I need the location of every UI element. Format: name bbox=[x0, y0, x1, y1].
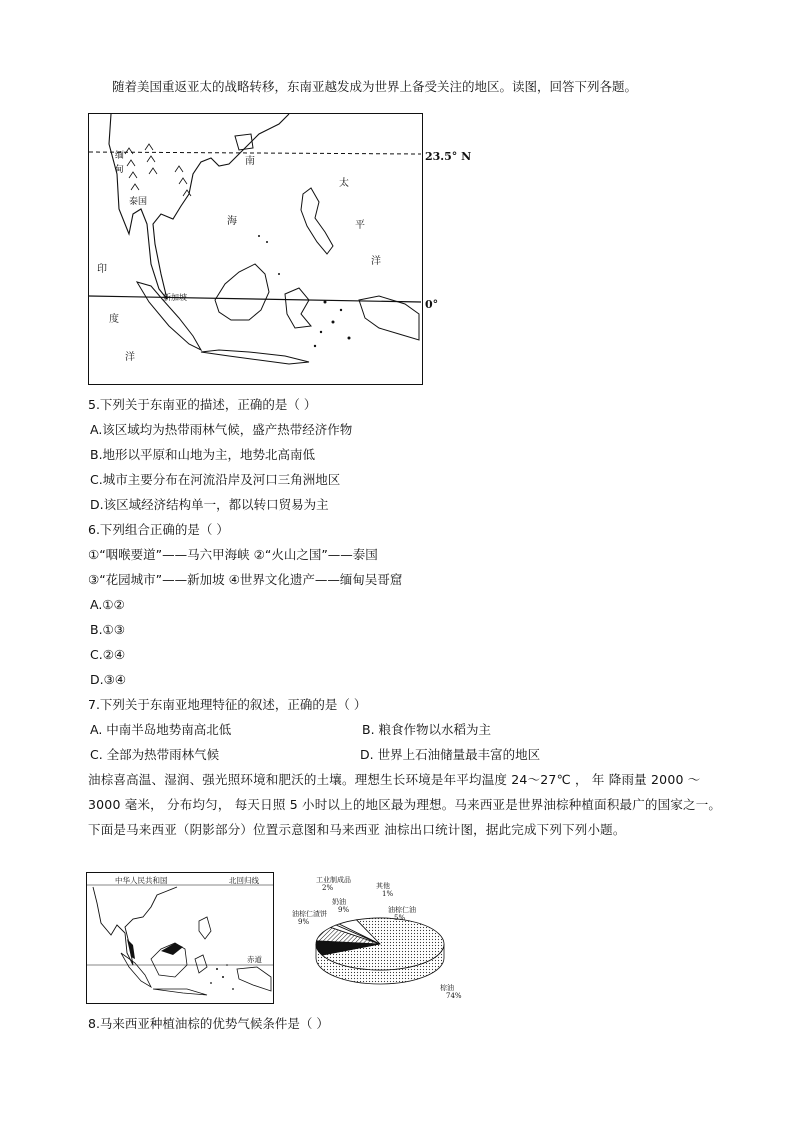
label-indian-3: 洋 bbox=[125, 352, 135, 363]
equator-line bbox=[89, 296, 421, 302]
pie-label-2-1: 9% bbox=[338, 906, 350, 914]
borneo-outline bbox=[215, 264, 269, 320]
intro-text: 随着美国重返亚太的战略转移，东南亚越发成为世界上备受关注的地区。读图，回答下列各题。 bbox=[112, 79, 638, 94]
q6-option-b[interactable]: B.①③ bbox=[90, 622, 125, 637]
label-sea: 海 bbox=[227, 216, 237, 227]
pie-label-1-0: 油棕仁渣饼 bbox=[292, 910, 327, 918]
map2-malaysia-borneo bbox=[161, 943, 183, 955]
map2-label-tropic: 北回归线 bbox=[229, 876, 259, 885]
pie-label-5-1: 5% bbox=[394, 914, 406, 922]
q6-option-c[interactable]: C.②④ bbox=[90, 647, 126, 662]
q7-stem: 7.下列关于东南亚地理特征的叙述，正确的是（ ） bbox=[88, 697, 367, 712]
southeast-asia-map-drawing bbox=[89, 114, 421, 383]
pie-label-0-0: 棕油 bbox=[440, 984, 454, 992]
q6-option-d[interactable]: D.③④ bbox=[90, 672, 127, 687]
new-guinea-outline bbox=[359, 296, 419, 340]
map2-mainland-coast bbox=[93, 887, 177, 965]
q7-option-a[interactable]: A. 中南半岛地势南高北低 bbox=[90, 722, 232, 737]
sulawesi-outline bbox=[285, 288, 311, 328]
oil-palm-passage: 油棕喜高温、湿润、强光照环境和肥沃的土壤。理想生长环境是年平均温度 24～27℃ ， 年 降雨量 2000 ～ 3000 毫米， 分布均匀， 每天日照 5 小时以上的地区最为理想。马来西亚是世界油棕种植面积最广的国家之一。下面是马来西亚（阴影部分）位置示意图和马来西亚 油棕出口统计图，据此完成下列下列小题。 bbox=[88, 772, 722, 837]
q5-stem: 5.下列关于东南亚的描述，正确的是（ ） bbox=[88, 397, 317, 412]
q5-option-a[interactable]: A.该区域均为热带雨林气候，盛产热带经济作物 bbox=[90, 422, 353, 437]
q6-combo-line-1: ①“咽喉要道”——马六甲海峡 ②“火山之国”——泰国 bbox=[88, 547, 378, 562]
q7-option-d[interactable]: D. 世界上石油储量最丰富的地区 bbox=[360, 747, 541, 762]
pie-label-3-1: 2% bbox=[322, 884, 334, 892]
map2-islands bbox=[210, 964, 234, 990]
pie-label-4-0: 其他 bbox=[376, 882, 390, 890]
small-islands bbox=[258, 235, 351, 347]
label-indian-2: 度 bbox=[109, 314, 119, 325]
southeast-asia-map bbox=[88, 113, 423, 385]
q5-option-c[interactable]: C.城市主要分布在河流沿岸及河口三角洲地区 bbox=[90, 472, 341, 487]
equator-label: 0° bbox=[425, 298, 439, 311]
q6-option-a[interactable]: A.①② bbox=[90, 597, 125, 612]
label-south: 南 bbox=[245, 156, 255, 167]
label-pacific-2: 平 bbox=[355, 220, 365, 231]
q8-stem: 8.马来西亚种植油棕的优势气候条件是（ ） bbox=[88, 1016, 329, 1031]
map2-label-china: 中华人民共和国 bbox=[115, 876, 168, 885]
pie-label-2-0: 奶油 bbox=[332, 898, 346, 906]
label-indian-1: 印 bbox=[97, 264, 107, 275]
pie-label-0-1: 74% bbox=[446, 992, 462, 1000]
pie-label-4-1: 1% bbox=[382, 890, 394, 898]
q6-stem: 6.下列组合正确的是（ ） bbox=[88, 522, 229, 537]
label-pacific-1: 太 bbox=[339, 178, 349, 189]
q5-option-b[interactable]: B.地形以平原和山地为主，地势北高南低 bbox=[90, 447, 316, 462]
map2-sulawesi bbox=[195, 955, 207, 973]
q6-combo-line-2: ③“花园城市”——新加坡 ④世界文化遗产——缅甸吴哥窟 bbox=[88, 572, 403, 587]
map2-java bbox=[153, 989, 207, 995]
pie-label-3-0: 工业制成品 bbox=[316, 876, 351, 884]
map2-sumatra bbox=[121, 953, 151, 987]
tropic-line bbox=[89, 152, 421, 154]
pie-chart-svg bbox=[290, 872, 470, 1002]
map2-philippines bbox=[199, 917, 211, 939]
map2-new-guinea bbox=[237, 967, 271, 991]
pie-label-5-0: 油棕仁油 bbox=[388, 906, 416, 914]
label-myanmar-2: 甸 bbox=[115, 165, 125, 175]
java-outline bbox=[201, 350, 309, 364]
q7-option-c[interactable]: C. 全部为热带雨林气候 bbox=[90, 747, 220, 762]
tropic-label: 23.5° N bbox=[425, 150, 472, 163]
malaysia-location-map-drawing bbox=[87, 873, 273, 1003]
q5-option-d[interactable]: D.该区域经济结构单一，都以转口贸易为主 bbox=[90, 497, 329, 512]
oil-palm-export-pie-chart bbox=[290, 872, 470, 1002]
q7-option-b[interactable]: B. 粮食作物以水稻为主 bbox=[362, 722, 492, 737]
label-myanmar-1: 缅 bbox=[115, 151, 125, 161]
label-thailand: 泰国 bbox=[129, 197, 148, 207]
label-singapore: 新加坡 bbox=[163, 293, 187, 302]
pie-label-1-1: 9% bbox=[298, 918, 310, 926]
malaysia-location-map bbox=[86, 872, 274, 1004]
map2-label-equator: 赤道 bbox=[247, 955, 262, 964]
label-pacific-3: 洋 bbox=[371, 256, 381, 267]
philippines-outline bbox=[301, 188, 333, 254]
